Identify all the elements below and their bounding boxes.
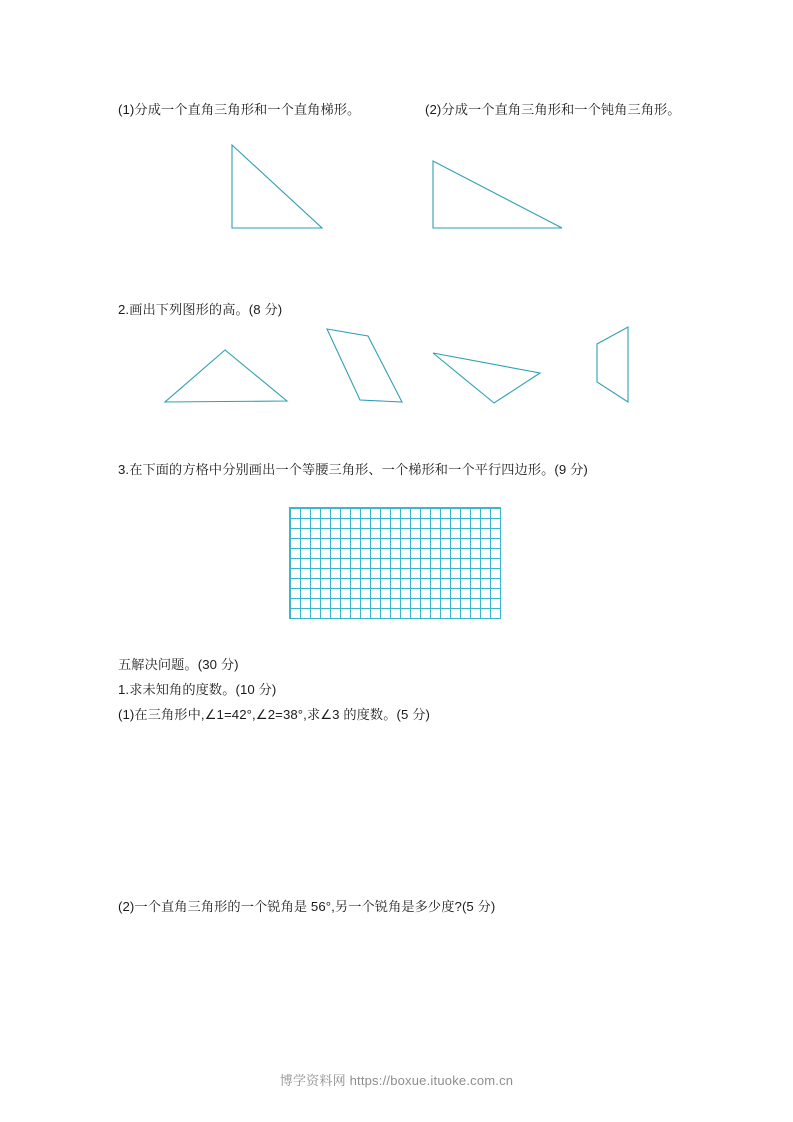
footer-watermark: 博学资料网 https://boxue.ituoke.com.cn — [279, 1073, 514, 1088]
trapezoid-shape — [597, 327, 628, 402]
answer-grid[interactable] — [290, 508, 501, 619]
section-5-question-1b-prompt: (2)一个直角三角形的一个锐角是 56°,另一个锐角是多少度?(5 分) — [118, 899, 496, 914]
section-5-question-1a-prompt: (1)在三角形中,∠1=42°,∠2=38°,求∠3 的度数。(5 分) — [118, 707, 430, 722]
right-triangle-a-shape — [232, 145, 322, 228]
right-triangle-b-shape — [433, 161, 562, 228]
question-1a-prompt: (1)分成一个直角三角形和一个直角梯形。 — [118, 102, 361, 117]
section-5-question-1-prompt: 1.求未知角的度数。(10 分) — [118, 682, 277, 697]
question-3-prompt: 3.在下面的方格中分别画出一个等腰三角形、一个梯形和一个平行四边形。(9 分) — [118, 462, 588, 477]
question-2-prompt: 2.画出下列图形的高。(8 分) — [118, 302, 283, 317]
obtuse-triangle-shape — [433, 353, 540, 403]
section-5-heading: 五解决问题。(30 分) — [118, 657, 239, 672]
question-1b-prompt: (2)分成一个直角三角形和一个钝角三角形。 — [425, 102, 681, 117]
parallelogram-shape — [327, 329, 402, 402]
acute-triangle-shape — [165, 350, 287, 402]
